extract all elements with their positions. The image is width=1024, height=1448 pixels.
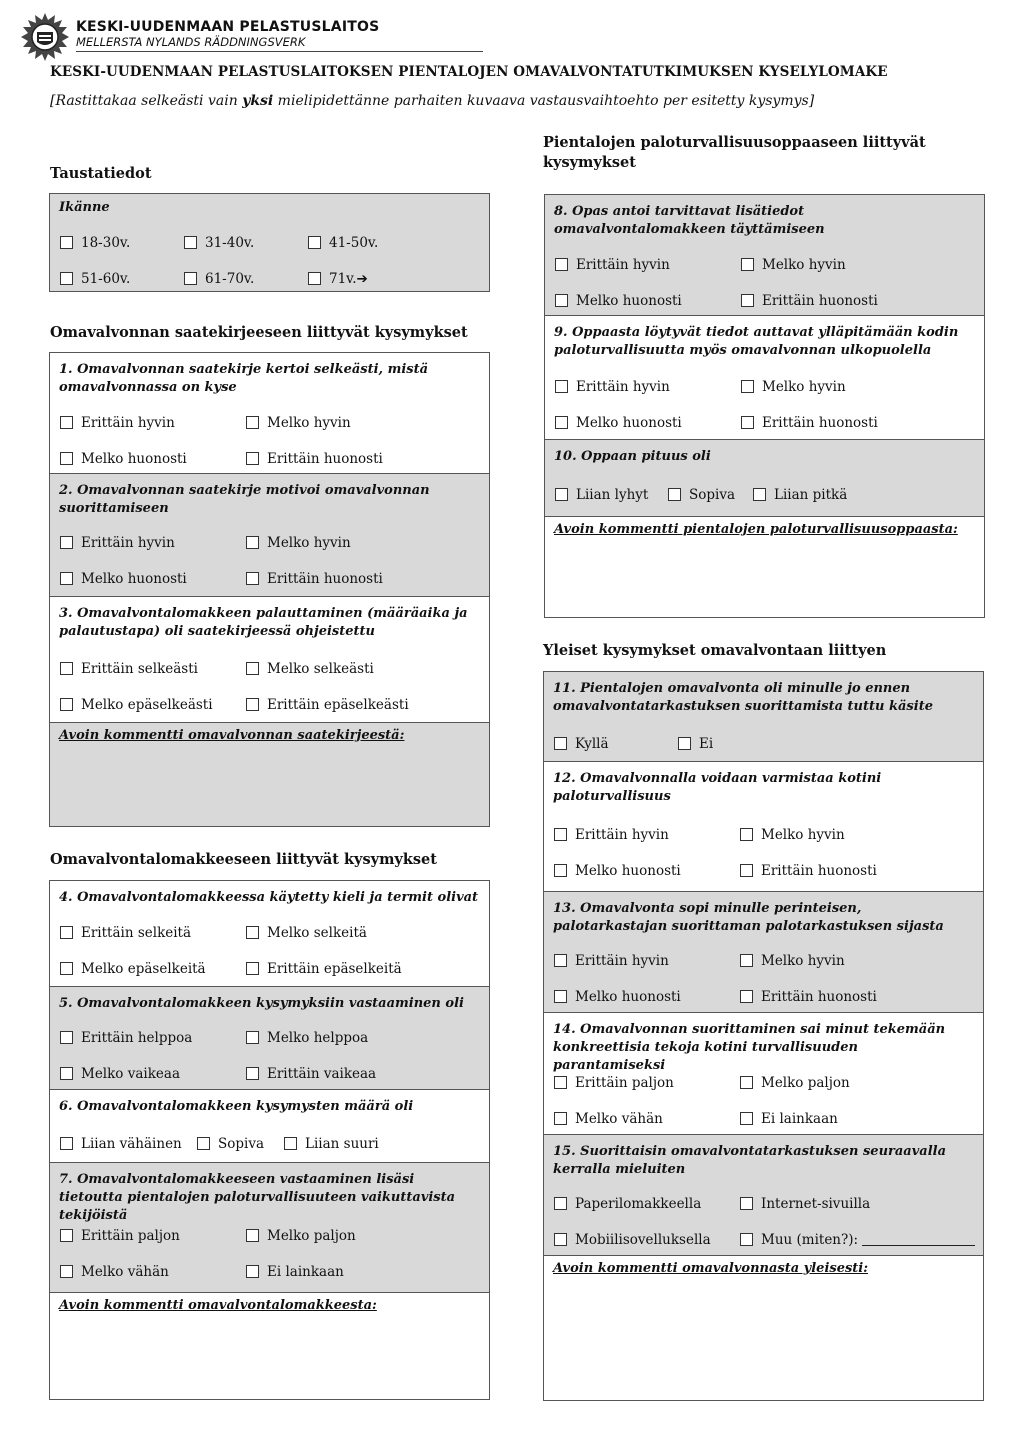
checkbox[interactable] — [246, 662, 259, 675]
checkbox[interactable] — [246, 1265, 259, 1278]
question-text: 13. Omavalvonta sopi minulle perinteisen, palotarkastajan suorittaman palotarkastuksen sijasta — [553, 901, 944, 934]
checkbox[interactable] — [555, 416, 568, 429]
question-12 — [544, 762, 983, 892]
answer-option[interactable]: Erittäin epäselkeästi — [246, 696, 409, 714]
checkbox[interactable] — [60, 1137, 73, 1150]
checkbox[interactable] — [740, 1076, 753, 1089]
question-text: 4. Omavalvontalomakkeessa käytetty kieli ja termit olivat — [59, 890, 479, 905]
checkbox[interactable] — [184, 236, 197, 249]
question-7 — [50, 1163, 489, 1293]
checkbox[interactable] — [60, 536, 73, 549]
section-title-yleiset: Yleiset kysymykset omavalvontaan liittyen — [543, 642, 887, 659]
question-text: 6. Omavalvontalomakkeen kysymysten määrä oli — [59, 1099, 414, 1114]
answer-option[interactable]: Liian vähäinen — [60, 1135, 182, 1153]
checkbox[interactable] — [184, 272, 197, 285]
checkbox[interactable] — [741, 294, 754, 307]
answer-option[interactable]: Erittäin hyvin — [555, 256, 670, 274]
answer-option[interactable]: Liian suuri — [284, 1135, 379, 1153]
yleiset-box — [543, 671, 984, 1401]
answer-option[interactable]: Melko selkeitä — [246, 924, 367, 942]
checkbox[interactable] — [60, 662, 73, 675]
organization-name-finnish: KESKI-UUDENMAAN PELASTUSLAITOS — [76, 19, 380, 35]
checkbox[interactable] — [740, 1233, 753, 1246]
answer-option[interactable]: Erittäin hyvin — [554, 952, 669, 970]
other-text-input[interactable] — [862, 1245, 975, 1246]
answer-option[interactable]: Melko paljon — [246, 1227, 356, 1245]
answer-option[interactable]: Erittäin huonosti — [246, 450, 383, 468]
checkbox[interactable] — [554, 1076, 567, 1089]
answer-option[interactable]: Erittäin huonosti — [741, 292, 878, 310]
checkbox[interactable] — [555, 380, 568, 393]
answer-option[interactable]: Ei lainkaan — [740, 1110, 838, 1128]
answer-option[interactable]: Melko hyvin — [246, 534, 351, 552]
question-5 — [50, 987, 489, 1090]
answer-option[interactable]: Sopiva — [197, 1135, 264, 1153]
checkbox[interactable] — [741, 258, 754, 271]
checkbox[interactable] — [308, 236, 321, 249]
question-2 — [50, 474, 489, 597]
answer-option[interactable]: Erittäin huonosti — [246, 570, 383, 588]
checkbox[interactable] — [555, 488, 568, 501]
answer-option[interactable]: Melko huonosti — [554, 988, 681, 1006]
checkbox[interactable] — [554, 737, 567, 750]
checkbox[interactable] — [308, 272, 321, 285]
comment-label: Avoin kommentti omavalvonnan saatekirjeestä: — [59, 728, 405, 743]
checkbox[interactable] — [60, 272, 73, 285]
answer-option[interactable]: Erittäin selkeästi — [60, 660, 198, 678]
checkbox[interactable] — [554, 1112, 567, 1125]
answer-option[interactable]: Melko vähän — [554, 1110, 663, 1128]
answer-option[interactable]: Melko epäselkeästi — [60, 696, 213, 714]
checkbox[interactable] — [246, 1067, 259, 1080]
checkbox[interactable] — [668, 488, 681, 501]
question-text: 3. Omavalvontalomakkeen palauttaminen (määräaika ja palautustapa) oli saatekirjeessä ohjeistettu — [59, 606, 468, 639]
answer-option[interactable]: Melko huonosti — [60, 570, 187, 588]
checkbox[interactable] — [554, 828, 567, 841]
checkbox[interactable] — [60, 698, 73, 711]
section-title-saatekirje: Omavalvonnan saatekirjeeseen liittyvät kysymykset — [50, 324, 468, 341]
question-text: 10. Oppaan pituus oli — [554, 449, 711, 464]
form-title: KESKI-UUDENMAAN PELASTUSLAITOKSEN PIENTALOJEN OMAVALVONTATUTKIMUKSEN KYSELYLOMAKE — [50, 64, 888, 80]
answer-option[interactable]: Erittäin epäselkeitä — [246, 960, 402, 978]
age-option[interactable]: 18-30v. — [60, 234, 130, 252]
answer-option[interactable]: Erittäin hyvin — [555, 378, 670, 396]
answer-option[interactable]: Erittäin helppoa — [60, 1029, 192, 1047]
answer-option[interactable]: Erittäin huonosti — [741, 414, 878, 432]
answer-option[interactable]: Melko selkeästi — [246, 660, 374, 678]
lomake-box — [49, 880, 490, 1400]
checkbox[interactable] — [246, 452, 259, 465]
age-box — [49, 193, 490, 292]
comment-label: Avoin kommentti omavalvontalomakkeesta: — [59, 1298, 377, 1313]
answer-option[interactable]: Erittäin paljon — [60, 1227, 180, 1245]
checkbox[interactable] — [554, 1233, 567, 1246]
checkbox[interactable] — [753, 488, 766, 501]
age-option[interactable]: 61-70v. — [184, 270, 254, 288]
answer-option[interactable]: Melko huonosti — [554, 862, 681, 880]
question-11 — [544, 672, 983, 762]
answer-option[interactable]: Melko huonosti — [555, 414, 682, 432]
comment-opas-field[interactable] — [545, 517, 984, 617]
checkbox[interactable] — [60, 572, 73, 585]
checkbox[interactable] — [740, 864, 753, 877]
age-option[interactable]: 51-60v. — [60, 270, 130, 288]
checkbox[interactable] — [60, 962, 73, 975]
checkbox[interactable] — [554, 864, 567, 877]
question-14 — [544, 1013, 983, 1135]
question-3 — [50, 597, 489, 723]
question-text: 9. Oppaasta löytyvät tiedot auttavat ylläpitämään kodin paloturvallisuutta myös omavalvonnan ulkopuolella — [554, 325, 959, 358]
comment-yleinen-field[interactable] — [544, 1256, 983, 1400]
checkbox[interactable] — [246, 416, 259, 429]
question-9 — [545, 316, 984, 440]
checkbox[interactable] — [741, 380, 754, 393]
checkbox[interactable] — [554, 1197, 567, 1210]
checkbox[interactable] — [60, 1265, 73, 1278]
section-title-taustatiedot: Taustatiedot — [50, 165, 152, 182]
answer-option[interactable]: Mobiilisovelluksella — [554, 1231, 711, 1249]
organization-name-swedish: MELLERSTA NYLANDS RÄDDNINGSVERK — [76, 35, 306, 49]
question-text: 1. Omavalvonnan saatekirje kertoi selkeästi, mistä omavalvonnassa on kyse — [59, 362, 429, 395]
question-text: 14. Omavalvonnan suorittaminen sai minut tekemään konkreettisia tekoja kotini turvallisuuden parantamiseksi — [553, 1022, 946, 1073]
answer-option[interactable]: Kyllä — [554, 735, 609, 753]
age-option[interactable]: 41-50v. — [308, 234, 378, 252]
question-text: 15. Suorittaisin omavalvontatarkastuksen seuraavalla kerralla mieluiten — [553, 1144, 946, 1177]
checkbox[interactable] — [60, 1031, 73, 1044]
answer-option[interactable]: Melko huonosti — [555, 292, 682, 310]
answer-option[interactable]: Melko hyvin — [741, 256, 846, 274]
answer-option[interactable]: Melko vaikeaa — [60, 1065, 180, 1083]
answer-option[interactable]: Internet-sivuilla — [740, 1195, 870, 1213]
checkbox[interactable] — [246, 572, 259, 585]
question-8 — [545, 195, 984, 316]
answer-option[interactable]: Erittäin selkeitä — [60, 924, 191, 942]
question-13 — [544, 892, 983, 1013]
header-divider — [76, 51, 483, 52]
answer-option[interactable]: Erittäin hyvin — [60, 534, 175, 552]
instruction-text: [Rastittakaa selkeästi vain yksi mielipidettänne parhaiten kuvaava vastausvaihtoehto per esitetty kysymys] — [50, 93, 815, 109]
question-4 — [50, 881, 489, 987]
answer-option[interactable]: Melko paljon — [740, 1074, 850, 1092]
opas-box — [544, 194, 985, 618]
answer-option[interactable]: Melko huonosti — [60, 450, 187, 468]
checkbox[interactable] — [284, 1137, 297, 1150]
age-option[interactable]: 31-40v. — [184, 234, 254, 252]
checkbox[interactable] — [60, 236, 73, 249]
answer-option[interactable]: Ei — [678, 735, 713, 753]
checkbox[interactable] — [246, 536, 259, 549]
question-10 — [545, 440, 984, 517]
comment-saatekirje-field[interactable] — [50, 723, 489, 826]
answer-option[interactable]: Erittäin hyvin — [60, 414, 175, 432]
checkbox[interactable] — [246, 1031, 259, 1044]
age-option[interactable]: 71v.➔ — [308, 270, 368, 288]
checkbox[interactable] — [740, 954, 753, 967]
answer-option[interactable]: Erittäin huonosti — [740, 862, 877, 880]
checkbox[interactable] — [555, 258, 568, 271]
checkbox[interactable] — [740, 1112, 753, 1125]
question-15 — [544, 1135, 983, 1256]
rescue-department-emblem-icon — [20, 12, 70, 62]
answer-option[interactable]: Erittäin huonosti — [740, 988, 877, 1006]
answer-option[interactable]: Melko hyvin — [246, 414, 351, 432]
checkbox[interactable] — [740, 828, 753, 841]
answer-option[interactable]: Liian lyhyt — [555, 486, 648, 504]
answer-option[interactable]: Sopiva — [668, 486, 735, 504]
checkbox[interactable] — [60, 416, 73, 429]
checkbox[interactable] — [554, 990, 567, 1003]
checkbox[interactable] — [246, 698, 259, 711]
checkbox[interactable] — [740, 990, 753, 1003]
answer-option[interactable]: Erittäin paljon — [554, 1074, 674, 1092]
question-1 — [50, 353, 489, 474]
question-text: 2. Omavalvonnan saatekirje motivoi omavalvonnan suorittamiseen — [59, 483, 430, 516]
checkbox[interactable] — [60, 452, 73, 465]
checkbox[interactable] — [197, 1137, 210, 1150]
question-6 — [50, 1090, 489, 1163]
answer-option[interactable]: Melko hyvin — [740, 826, 845, 844]
comment-label: Avoin kommentti pientalojen paloturvallisuusoppaasta: — [554, 522, 958, 537]
checkbox[interactable] — [555, 294, 568, 307]
question-text: 12. Omavalvonnalla voidaan varmistaa kotini paloturvallisuus — [553, 771, 882, 804]
section-title-lomake: Omavalvontalomakkeeseen liittyvät kysymykset — [50, 851, 437, 868]
answer-option[interactable]: Paperilomakkeella — [554, 1195, 701, 1213]
answer-option[interactable]: Muu (miten?): — [740, 1231, 975, 1249]
comment-lomake-field[interactable] — [50, 1293, 489, 1399]
answer-option[interactable]: Melko vähän — [60, 1263, 169, 1281]
checkbox[interactable] — [246, 962, 259, 975]
answer-option[interactable]: Melko helppoa — [246, 1029, 368, 1047]
section-title-opas: Pientalojen paloturvallisuusoppaaseen liittyvät kysymykset — [543, 134, 926, 171]
age-label: Ikänne — [59, 200, 110, 215]
checkbox[interactable] — [678, 737, 691, 750]
checkbox[interactable] — [246, 926, 259, 939]
answer-option[interactable]: Ei lainkaan — [246, 1263, 344, 1281]
question-text: 11. Pientalojen omavalvonta oli minulle jo ennen omavalvontatarkastuksen suorittamista tuttu käsite — [553, 681, 933, 714]
question-text: 7. Omavalvontalomakkeeseen vastaaminen lisäsi tietoutta pientalojen paloturvallisuuteen vaikuttavista tekijöistä — [59, 1172, 456, 1223]
question-text: 8. Opas antoi tarvittavat lisätiedot omavalvontalomakkeen täyttämiseen — [554, 204, 825, 237]
comment-label: Avoin kommentti omavalvonnasta yleisesti: — [553, 1261, 869, 1276]
answer-option[interactable]: Erittäin vaikeaa — [246, 1065, 376, 1083]
question-text: 5. Omavalvontalomakkeen kysymyksiin vastaaminen oli — [59, 996, 464, 1011]
checkbox[interactable] — [60, 1067, 73, 1080]
saatekirje-box — [49, 352, 490, 827]
checkbox[interactable] — [60, 926, 73, 939]
checkbox[interactable] — [554, 954, 567, 967]
checkbox[interactable] — [741, 416, 754, 429]
checkbox[interactable] — [246, 1229, 259, 1242]
checkbox[interactable] — [740, 1197, 753, 1210]
answer-option[interactable]: Liian pitkä — [753, 486, 847, 504]
checkbox[interactable] — [60, 1229, 73, 1242]
answer-option[interactable]: Erittäin hyvin — [554, 826, 669, 844]
answer-option[interactable]: Melko epäselkeitä — [60, 960, 206, 978]
answer-option[interactable]: Melko hyvin — [741, 378, 846, 396]
answer-option[interactable]: Melko hyvin — [740, 952, 845, 970]
